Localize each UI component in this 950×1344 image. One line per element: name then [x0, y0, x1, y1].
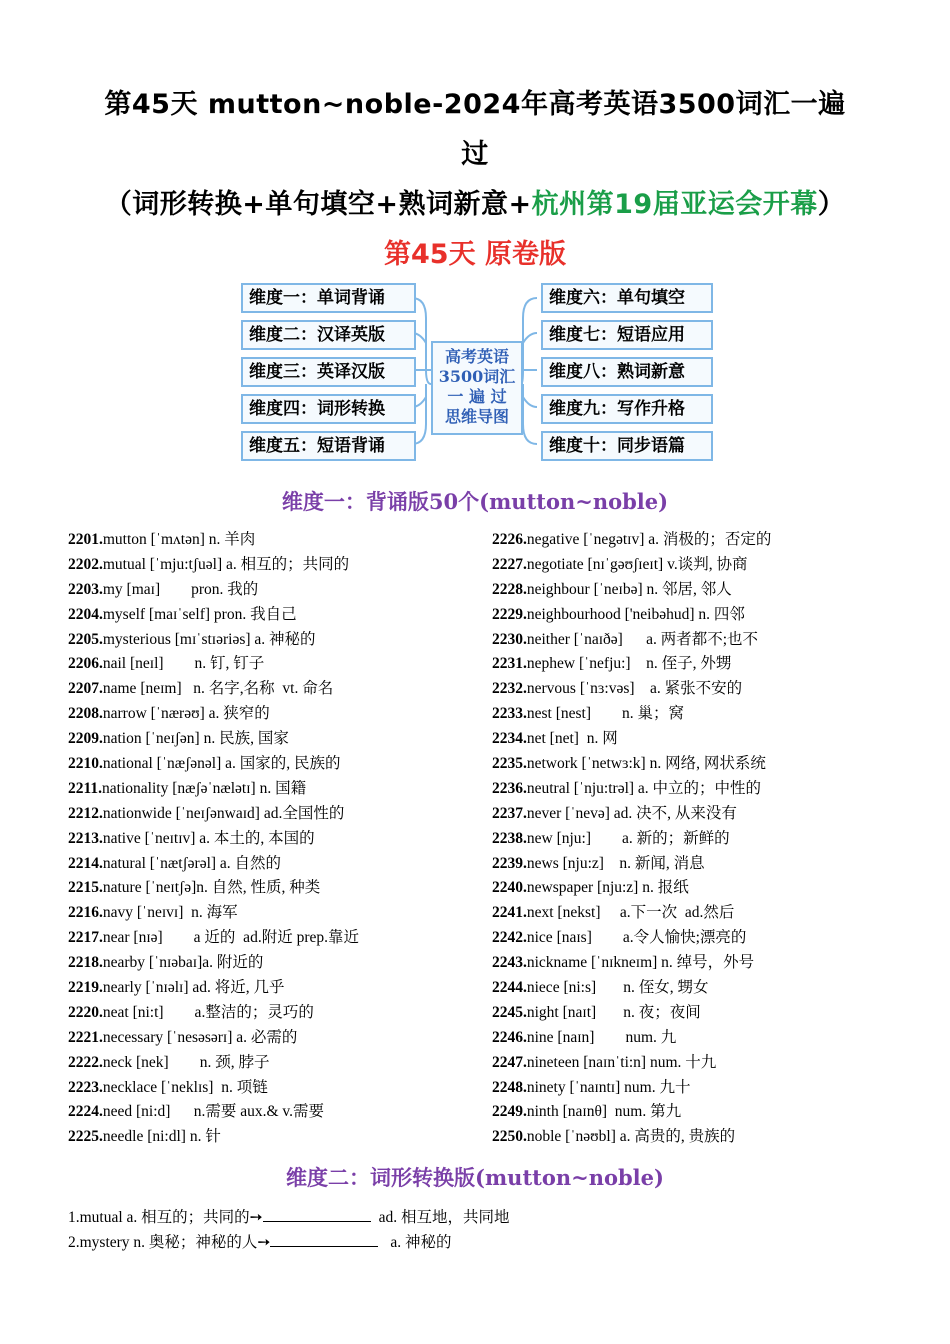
exercise-2-prefix: 2.mystery n. 奥秘；神秘的人➙ [68, 1234, 271, 1251]
vocab-text: ninth [naɪnθ] num. 第九 [526, 1103, 682, 1121]
vocab-number: 2248. [492, 1078, 527, 1096]
vocab-text: nearly [ˈnɪəlɪ] ad. 将近, 几乎 [102, 979, 285, 997]
vocab-text: ninety [ˈnaɪntɪ] num. 九十 [526, 1078, 691, 1096]
vocab-number: 2217. [68, 929, 103, 947]
vocab-entry [68, 1001, 488, 1026]
vocab-text: neighbour [ˈneɪbə] n. 邻居, 邻人 [526, 580, 732, 598]
vocab-number: 2201. [68, 531, 103, 548]
vocab-text: nationwide [ˈneɪʃənwaɪd] ad.全国性的 [102, 804, 345, 822]
exercise-1-prefix: 1.mutual a. 相互的；共同的➙ [68, 1209, 263, 1226]
vocab-entry [68, 901, 488, 926]
vocab-text: nine [naɪn] num. 九 [526, 1028, 677, 1046]
vocab-text: nation [ˈneɪʃən] n. 民族, 国家 [102, 730, 289, 748]
vocab-entry [68, 1051, 488, 1076]
vocab-text: neighbourhood ['neibəhud] n. 四邻 [526, 605, 745, 623]
vocab-text: neutral [ˈnju:trəl] a. 中立的；中性的 [526, 779, 762, 797]
vocab-number: 2224. [68, 1103, 103, 1121]
vocab-entry [68, 553, 488, 578]
vocab-number: 2208. [68, 705, 103, 723]
vocab-text: near [nɪə] a 近的 ad.附近 prep.靠近 [102, 929, 359, 947]
section1-heading: 维度一：背诵版50个(mutton~noble) [281, 489, 669, 514]
vocab-text: mysterious [mɪˈstɪəriəs] a. 神秘的 [102, 630, 316, 648]
vocab-text: need [ni:d] n.需要 aux.& v.需要 [102, 1103, 325, 1121]
vocab-entry [492, 652, 932, 677]
vocab-number: 2203. [68, 580, 103, 598]
vocab-entry [492, 528, 932, 553]
vocab-text: narrow [ˈnærəʊ] a. 狭窄的 [102, 705, 270, 723]
vocab-text: newspaper [nju:z] n. 报纸 [526, 879, 689, 897]
vocab-text: noble [ˈnəʊbl] a. 高贵的, 贵族的 [526, 1128, 736, 1146]
vocab-entry [68, 752, 488, 777]
vocab-number: 2229. [492, 605, 527, 623]
vocab-number: 2210. [68, 755, 103, 773]
vocab-text: nationality [næʃəˈnælətɪ] n. 国籍 [102, 779, 307, 797]
vocab-number: 2234. [492, 730, 527, 748]
mindmap-center-line2: 3500词汇 [438, 367, 516, 386]
vocab-number: 2218. [68, 954, 103, 972]
mindmap-right-2: 维度七：短语应用 [541, 320, 713, 350]
vocab-number: 2243. [492, 954, 527, 972]
vocab-number: 2228. [492, 580, 527, 598]
vocab-entry [492, 777, 932, 802]
mindmap-center-line1: 高考英语 [444, 347, 509, 366]
vocab-text: natural [ˈnætʃərəl] a. 自然的 [102, 854, 282, 872]
vocab-text: nail [neɪl] n. 钉, 钉子 [102, 655, 265, 673]
vocab-text: nature [ˈneɪtʃə]n. 自然, 性质, 种类 [102, 879, 321, 897]
vocab-number: 2205. [68, 630, 103, 648]
vocab-entry [492, 802, 932, 827]
title-green-part: 杭州第19届亚运会开幕 [531, 189, 818, 220]
mindmap-right-5: 维度十：同步语篇 [541, 431, 713, 461]
vocab-text: neither [ˈnaɪðə] a. 两者都不;也不 [526, 630, 759, 648]
vocab-entry [492, 578, 932, 603]
mindmap-left-1: 维度一：单词背诵 [241, 283, 416, 313]
vocab-text: net [net] n. 网 [526, 730, 618, 748]
vocab-entry [68, 876, 488, 901]
exercise-2 [68, 1230, 451, 1252]
vocab-number: 2242. [492, 929, 527, 947]
vocab-entry [68, 578, 488, 603]
vocab-entry [68, 852, 488, 877]
vocab-text: nineteen [naɪnˈti:n] num. 十九 [526, 1053, 717, 1071]
title-part2: ） [817, 189, 846, 220]
vocab-number: 2232. [492, 680, 527, 698]
vocab-number: 2206. [68, 655, 103, 673]
vocab-entry [68, 827, 488, 852]
vocab-text: network [ˈnetwɜ:k] n. 网络, 网状系统 [526, 755, 766, 773]
vocab-text: navy [ˈneɪvɪ] n. 海军 [102, 904, 238, 922]
vocab-number: 2227. [492, 555, 527, 573]
vocab-entry [68, 702, 488, 727]
vocab-text: night [naɪt] n. 夜；夜间 [526, 1003, 701, 1021]
vocab-text: necklace [ˈneklɪs] n. 项链 [102, 1078, 268, 1096]
vocab-entry [68, 1076, 488, 1101]
page-title-line1: 第45天 mutton~noble-2024年高考英语3500词汇一遍 [104, 89, 846, 120]
mindmap-center-line4: 思维导图 [444, 407, 509, 426]
vocab-entry [68, 802, 488, 827]
mindmap-right-3: 维度八：熟词新意 [541, 357, 713, 387]
vocab-entry [492, 1076, 932, 1101]
vocab-number: 2247. [492, 1053, 527, 1071]
exercise-2-blank[interactable] [270, 1231, 378, 1247]
mindmap-center-line3: 一 遍 过 [447, 387, 507, 406]
vocab-entry [68, 652, 488, 677]
vocab-entry [68, 528, 488, 553]
vocab-number: 2215. [68, 879, 103, 897]
vocab-text: necessary [ˈnesəsərɪ] a. 必需的 [102, 1028, 298, 1046]
vocab-entry [492, 901, 932, 926]
vocab-number: 2236. [492, 779, 527, 797]
vocab-entry [492, 702, 932, 727]
vocab-entry [68, 951, 488, 976]
mindmap-center [431, 341, 523, 435]
vocab-text: needle [ni:dl] n. 针 [102, 1128, 221, 1146]
vocab-number: 2213. [68, 829, 103, 847]
vocab-number: 2211. [68, 779, 103, 797]
vocab-text: niece [ni:s] n. 侄女, 甥女 [526, 979, 709, 997]
vocab-number: 2204. [68, 605, 103, 623]
mindmap-left-4: 维度四：词形转换 [241, 394, 416, 424]
exercise-1 [68, 1205, 510, 1227]
vocab-entry [492, 727, 932, 752]
vocab-entry [492, 951, 932, 976]
vocab-number: 2219. [68, 979, 103, 997]
vocab-number: 2238. [492, 829, 527, 847]
vocab-text: negotiate [nɪˈgəʊʃɪeɪt] v.谈判, 协商 [526, 555, 748, 573]
vocab-number: 2239. [492, 854, 527, 872]
vocab-text: nephew [ˈnefju:] n. 侄子, 外甥 [526, 655, 732, 673]
vocab-text: neck [nek] n. 颈, 脖子 [102, 1053, 270, 1071]
mindmap-left-5: 维度五：短语背诵 [241, 431, 416, 461]
vocab-entry [492, 603, 932, 628]
vocab-entry [492, 1125, 932, 1150]
vocab-number: 2209. [68, 730, 103, 748]
vocab-entry [492, 926, 932, 951]
exercise-1-suffix: ad. 相互地，共同地 [378, 1209, 510, 1226]
vocab-number: 2245. [492, 1003, 527, 1021]
vocab-number: 2241. [492, 904, 527, 922]
vocab-number: 2226. [492, 531, 527, 548]
mindmap-left-2: 维度二：汉译英版 [241, 320, 416, 350]
vocab-entry [492, 876, 932, 901]
vocab-number: 2230. [492, 630, 527, 648]
section2-heading: 维度二：词形转换版(mutton~noble) [286, 1165, 664, 1190]
vocab-number: 2240. [492, 879, 527, 897]
vocab-number: 2221. [68, 1028, 103, 1046]
vocab-number: 2231. [492, 655, 527, 673]
title-part1: （词形转换+单句填空+熟词新意+ [104, 189, 532, 220]
vocab-number: 2244. [492, 979, 527, 997]
vocab-text: nickname [ˈnɪkneɪm] n. 绰号，外号 [526, 954, 755, 972]
vocab-text: nice [naɪs] a.令人愉快;漂亮的 [526, 929, 747, 947]
vocab-entry [68, 727, 488, 752]
mindmap-right-4: 维度九：写作升格 [541, 394, 713, 424]
vocab-text: nervous [ˈnɜ:vəs] a. 紧张不安的 [526, 680, 743, 698]
vocab-text: national [ˈnæʃənəl] a. 国家的, 民族的 [102, 755, 341, 773]
vocab-text: new [nju:] a. 新的；新鲜的 [526, 829, 730, 847]
vocab-text: news [nju:z] n. 新闻, 消息 [526, 854, 705, 872]
vocab-number: 2250. [492, 1128, 527, 1146]
vocab-text: native [ˈneɪtɪv] a. 本土的, 本国的 [102, 829, 315, 847]
vocab-column-right [492, 528, 932, 1150]
vocab-text: mutton [ˈmʌtən] n. 羊肉 [102, 531, 256, 548]
mindmap-right-1: 维度六：单句填空 [541, 283, 713, 313]
vocab-number: 2220. [68, 1003, 103, 1021]
vocab-number: 2225. [68, 1128, 103, 1146]
vocab-text: mutual [ˈmju:tʃuəl] a. 相互的；共同的 [102, 555, 350, 573]
vocab-number: 2246. [492, 1028, 527, 1046]
edition-subtitle: 第45天 原卷版 [384, 239, 566, 270]
vocab-number: 2235. [492, 755, 527, 773]
vocab-entry [492, 677, 932, 702]
vocab-text: never [ˈnevə] ad. 决不, 从来没有 [526, 804, 737, 822]
vocab-entry [492, 827, 932, 852]
vocab-number: 2207. [68, 680, 103, 698]
vocab-entry [68, 777, 488, 802]
vocab-entry [492, 1051, 932, 1076]
vocab-entry [68, 628, 488, 653]
vocab-entry [492, 628, 932, 653]
vocab-text: neat [ni:t] a.整洁的；灵巧的 [102, 1003, 314, 1021]
vocab-column-left [68, 528, 488, 1150]
mindmap-left-3: 维度三：英译汉版 [241, 357, 416, 387]
vocab-entry [68, 1026, 488, 1051]
exercise-1-blank[interactable] [263, 1206, 371, 1222]
page-title-line2: 过 [461, 139, 489, 170]
vocab-entry [492, 852, 932, 877]
vocab-entry [68, 1100, 488, 1125]
vocab-entry [492, 976, 932, 1001]
vocab-text: nearby [ˈnɪəbaɪ]a. 附近的 [102, 954, 264, 972]
vocab-text: nest [nest] n. 巢；窝 [526, 705, 685, 723]
vocab-text: name [neɪm] n. 名字,名称 vt. 命名 [102, 680, 334, 698]
vocab-entry [492, 1001, 932, 1026]
vocab-entry [68, 926, 488, 951]
vocab-text: my [maɪ] pron. 我的 [102, 580, 259, 598]
vocab-number: 2237. [492, 804, 527, 822]
vocab-number: 2223. [68, 1078, 103, 1096]
vocab-number: 2216. [68, 904, 103, 922]
vocab-text: myself [maɪˈself] pron. 我自己 [102, 605, 297, 623]
vocab-entry [68, 677, 488, 702]
vocab-number: 2214. [68, 854, 103, 872]
vocab-text: next [nekst] a.下一次 ad.然后 [526, 904, 735, 922]
vocab-entry [68, 1125, 488, 1150]
vocab-number: 2212. [68, 804, 103, 822]
vocab-entry [68, 976, 488, 1001]
vocab-entry [492, 1100, 932, 1125]
vocab-entry [492, 752, 932, 777]
exercise-2-suffix: a. 神秘的 [386, 1234, 452, 1251]
vocab-number: 2202. [68, 555, 103, 573]
vocab-text: negative [ˈnegətɪv] a. 消极的；否定的 [526, 531, 772, 548]
vocab-entry [492, 1026, 932, 1051]
vocab-entry [68, 603, 488, 628]
vocab-number: 2222. [68, 1053, 103, 1071]
vocab-entry [492, 553, 932, 578]
vocab-number: 2233. [492, 705, 527, 723]
vocab-number: 2249. [492, 1103, 527, 1121]
